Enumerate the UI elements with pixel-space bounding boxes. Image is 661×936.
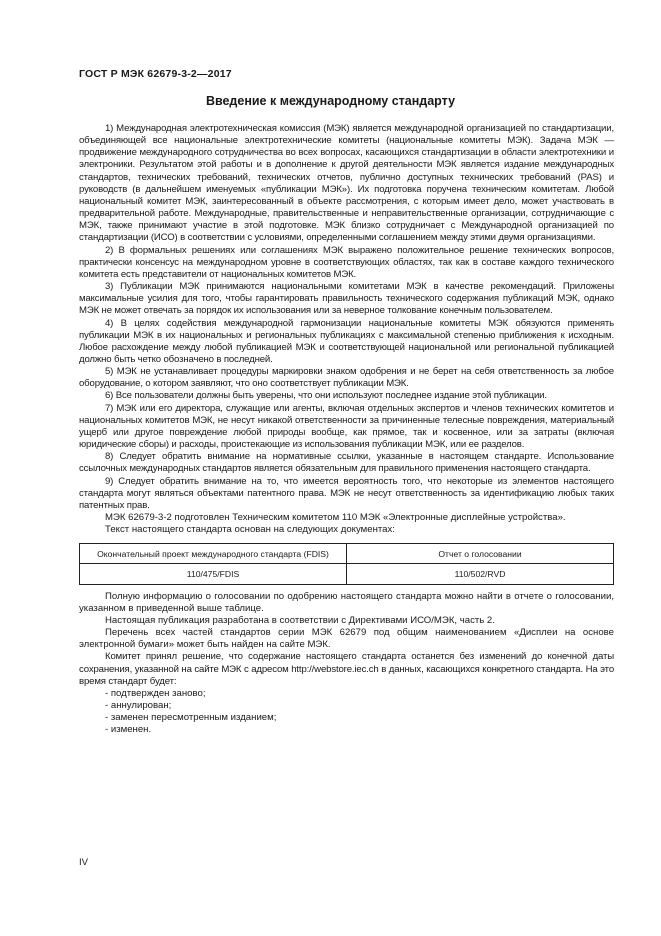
documents-table — [79, 543, 614, 584]
paragraph-4: 4) В целях содействия международной гармонизации национальные комитеты МЭК обязуются применять публикации МЭК в их национальных и региональных публикациях с максимальной степенью приближения к исходным. Любое расхождение между любой публикацией МЭК и соответствующей национальной или региональной публикацией должно быть четко обозначено в последней. — [79, 317, 614, 365]
list-item: - изменен. — [105, 724, 152, 736]
paragraph-9: 9) Следует обратить внимание на то, что имеется вероятность того, что некоторые из элементов настоящего стандарта могут являться объектами патентного права. МЭК не несут ответственность за идентификацию любых таких патентных прав. — [79, 475, 614, 511]
list-item: - заменен пересмотренным изданием; — [105, 712, 277, 724]
table-cell-rvd: 110/502/RVD — [347, 564, 614, 584]
table-cell-fdis: 110/475/FDIS — [80, 564, 347, 584]
table-header-fdis: Окончательный проект международного стандарта (FDIS) — [80, 544, 347, 564]
paragraph-directives: Настоящая публикация разработана в соответствии с Директивами ИСО/МЭК, часть 2. — [105, 614, 495, 626]
document-header: ГОСТ Р МЭК 62679-3-2—2017 — [79, 68, 232, 80]
paragraph-7: 7) МЭК или его директора, служащие или агенты, включая отдельных экспертов и членов технических комитетов и национальных комитетов МЭК, не несут никакой ответственности за причиненные телесные повреждения, материальный ущерб или другое повреждение любой природы вообще, как прямое, так и косвенное, или за затраты (включая юридические сборы) и расходы, проистекающие из использования публикации МЭК, или ее разделов. — [79, 402, 614, 451]
paragraph-5: 5) МЭК не устанавливает процедуры маркировки знаком одобрения и не берет на себя ответственность за любое оборудование, о котором заявляют, что оно соответствует публикации МЭК. — [79, 366, 614, 390]
section-title: Введение к международному стандарту — [205, 94, 456, 108]
table-header-row — [80, 544, 614, 564]
paragraph-prepared-by: МЭК 62679-3-2 подготовлен Техническим комитетом 110 МЭК «Электронные дисплейные устройства». — [105, 512, 566, 523]
paragraph-6: 6) Все пользователи должны быть уверены, что они используют последнее издание этой публикации. — [105, 390, 547, 402]
paragraph-2: 2) В формальных решениях или соглашениях МЭК выражено положительное решение технических вопросов, практически консенсус на международном уровне в соответствующих областях, так как в составе каждого технического комитета есть представители от национальных комитетов МЭК. — [79, 244, 614, 280]
table-header-voting: Отчет о голосовании — [347, 544, 614, 564]
list-item: - аннулирован; — [105, 700, 172, 712]
list-item: - подтвержден заново; — [105, 687, 206, 699]
paragraph-1: 1) Международная электротехническая комиссия (МЭК) является международной организацией по стандартизации, объединяющей все национальные электротехнические комитеты (национальные комитеты МЭК). Задача МЭК — продвижение международного сотрудничества во всех вопросах, касающихся стандартизации в области электротехники и электроники. Результатом этой работы и в дополнение к другой деятельности МЭК является издание международных стандартов, технических требований, технических отчетов, публично доступных технических требований (PAS) и руководств (в дальнейшем именуемых «публикации МЭК»). Их подготовка поручена техническим комитетам. Любой национальный комитет МЭК, заинтересованный в объекте рассмотрения, с которым имеет дело, может участвовать в предварительной работе. Международные, правительственные и неправительственные организации, сотрудничающие с МЭК, также принимают участие в этой подготовке. МЭК близко сотрудничает с Международной организацией по стандартизации (ИСО) в соответствии с условиями, определенными соглашением между этими двумя организациями. — [79, 123, 614, 244]
paragraph-voting-info: Полную информацию о голосовании по одобрению настоящего стандарта можно найти в отчете о голосовании, указанном в приведенной выше таблице. — [79, 590, 614, 614]
paragraph-committee-decision: Комитет принял решение, что содержание настоящего стандарта останется без изменений до конечной даты сохранения, указанной на сайте МЭК с адресом http://webstore.iec.ch в данных, касающихся конкретного стандарта. На это время стандарт будет: — [79, 651, 614, 687]
paragraph-series-list: Перечень всех частей стандартов серии МЭК 62679 под общим наименованием «Дисплеи на основе электронной бумаги» может быть найден на сайте МЭК. — [79, 627, 614, 651]
paragraph-8: 8) Следует обратить внимание на нормативные ссылки, указанные в настоящем стандарте. Использование ссылочных международных стандартов является обязательным для правильного применения настоящего стандарта. — [79, 451, 614, 475]
paragraph-3: 3) Публикации МЭК принимаются национальными комитетами МЭК в качестве рекомендаций. Приложены максимальные усилия для того, чтобы гарантировать правильность технического содержания публикаций МЭК, однако МЭК не может отвечать за порядок их использования или за неверное толкование конечным пользователем. — [79, 281, 614, 317]
table-row — [80, 564, 614, 584]
document-body — [79, 123, 614, 737]
paragraph-based-on: Текст настоящего стандарта основан на следующих документах: — [105, 524, 395, 536]
page-number: IV — [79, 857, 89, 868]
